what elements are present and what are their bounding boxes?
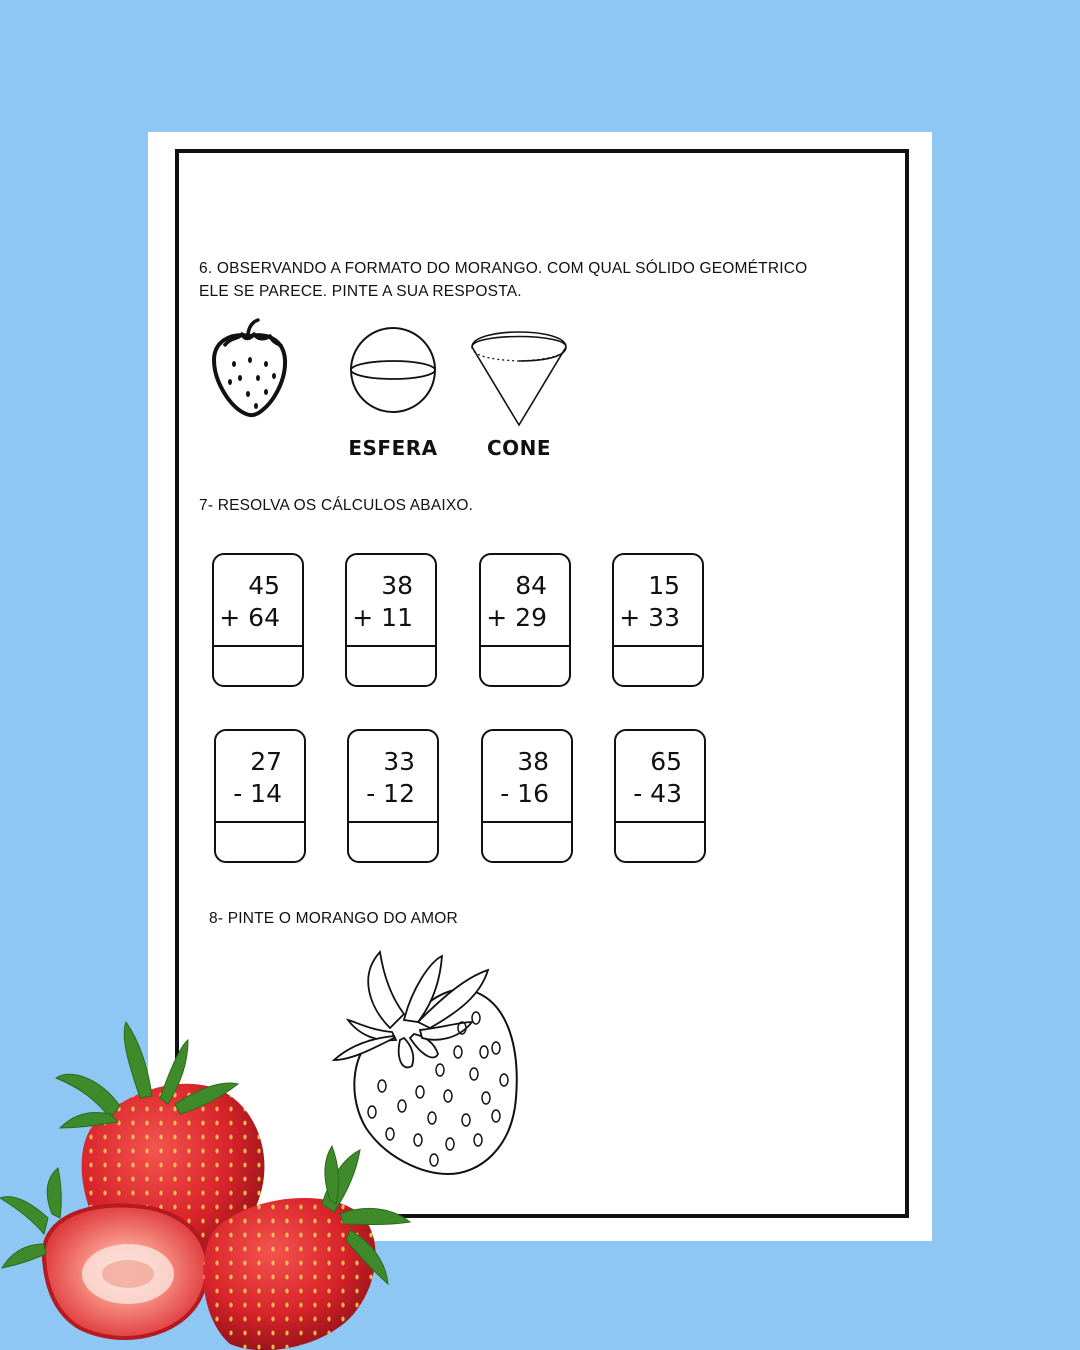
question-6-line-1: 6. OBSERVANDO A FORMATO DO MORANGO. COM QUAL SÓLIDO GEOMÉTRICO [199, 260, 808, 277]
addend-bottom: + 33 [619, 603, 680, 632]
addend-top: 15 [648, 571, 680, 600]
cone-label: CONE [486, 436, 552, 460]
sphere-label: ESFERA [348, 436, 438, 460]
question-8-title: 8- PINTE O MORANGO DO AMOR [209, 910, 458, 927]
addend-top: 84 [515, 571, 547, 600]
sphere-icon[interactable] [349, 326, 437, 414]
answer-line [349, 821, 437, 823]
strawberries-decoration-icon [0, 1018, 420, 1350]
answer-line [614, 645, 702, 647]
addition-box-4[interactable] [612, 553, 704, 687]
subtrahend: - 16 [500, 779, 549, 808]
answer-line [616, 821, 704, 823]
addition-box-2[interactable] [345, 553, 437, 687]
addend-top: 38 [381, 571, 413, 600]
minuend: 33 [383, 747, 415, 776]
subtraction-box-1[interactable] [214, 729, 306, 863]
subtrahend: - 43 [633, 779, 682, 808]
question-7-title: 7- RESOLVA OS CÁLCULOS ABAIXO. [199, 497, 474, 514]
minuend: 65 [650, 747, 682, 776]
answer-line [347, 645, 435, 647]
addend-top: 45 [248, 571, 280, 600]
answer-line [214, 645, 302, 647]
answer-line [216, 821, 304, 823]
strawberry-outline-icon [210, 318, 290, 418]
answer-line [483, 821, 571, 823]
subtrahend: - 12 [366, 779, 415, 808]
answer-line [481, 645, 569, 647]
minuend: 38 [517, 747, 549, 776]
cone-icon[interactable] [470, 325, 568, 427]
subtraction-box-4[interactable] [614, 729, 706, 863]
subtrahend: - 14 [233, 779, 282, 808]
addend-bottom: + 29 [486, 603, 547, 632]
addition-box-1[interactable] [212, 553, 304, 687]
addend-bottom: + 64 [219, 603, 280, 632]
minuend: 27 [250, 747, 282, 776]
subtraction-box-2[interactable] [347, 729, 439, 863]
subtraction-box-3[interactable] [481, 729, 573, 863]
addend-bottom: + 11 [352, 603, 413, 632]
addition-box-3[interactable] [479, 553, 571, 687]
question-6-line-2: ELE SE PARECE. PINTE A SUA RESPOSTA. [199, 283, 522, 300]
